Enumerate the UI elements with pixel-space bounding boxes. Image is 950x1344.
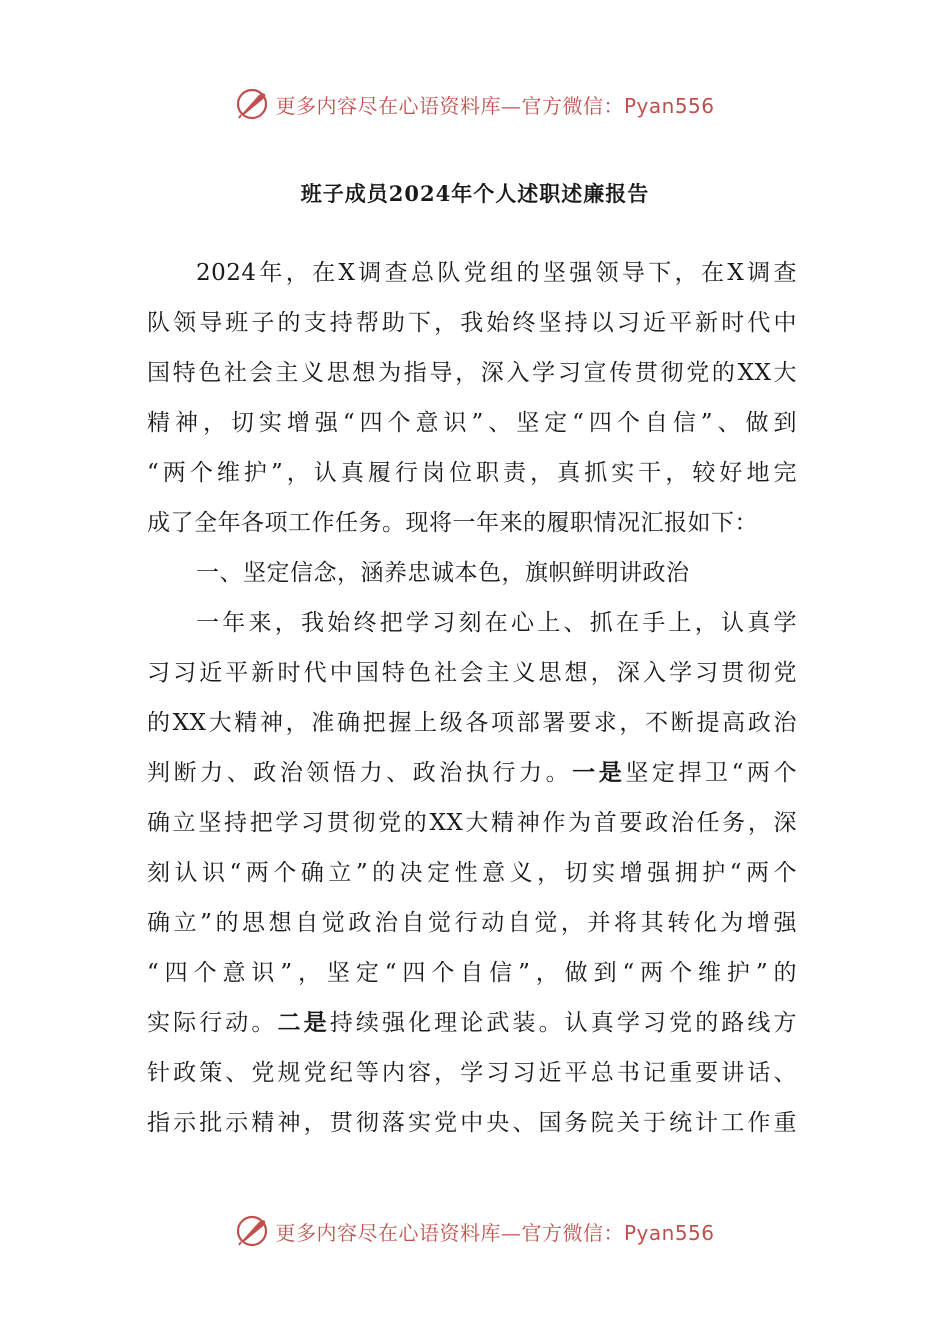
watermark-footer <box>0 1211 950 1251</box>
body-line: 确立”的思想自觉政治自觉行动自觉，并将其转化为增强 <box>147 910 797 936</box>
section-heading: 一、坚定信念，涵养忠诚本色，旗帜鲜明讲政治 <box>196 560 690 586</box>
body-line: 成了全年各项工作任务。现将一年来的履职情况汇报如下： <box>147 510 758 536</box>
body-line: 确立坚持把学习贯彻党的XX大精神作为首要政治任务，深 <box>147 810 797 836</box>
body-line: “四个意识”，坚定“四个自信”，做到“两个维护”的 <box>147 960 797 986</box>
body-line: 2024年，在X调查总队党组的坚强领导下，在X调查 <box>196 260 797 286</box>
body-line: 实际行动。二是持续强化理论武装。认真学习党的路线方 <box>147 1009 798 1036</box>
body-line: 刻认识“两个确立”的决定性意义，切实增强拥护“两个 <box>147 860 797 886</box>
document-title: 班子成员2024年个人述职述廉报告 <box>300 181 650 206</box>
watermark-header <box>0 84 950 124</box>
bold-marker: 一是 <box>572 759 626 786</box>
watermark-text: 更多内容尽在心语资料库—官方微信：Pyan556 <box>275 93 715 118</box>
body-line: 判断力、政治领悟力、政治执行力。一是坚定捍卫“两个 <box>147 759 798 786</box>
body-line: 习习近平新时代中国特色社会主义思想，深入学习贯彻党 <box>147 660 797 686</box>
bold-marker: 二是 <box>277 1009 330 1036</box>
body-line: “两个维护”，认真履行岗位职责，真抓实干，较好地完 <box>147 460 797 486</box>
document-body <box>147 248 797 1148</box>
body-line: 指示批示精神，贯彻落实党中央、国务院关于统计工作重 <box>147 1110 797 1136</box>
quill-pen-logo-icon <box>235 1214 269 1248</box>
body-line: 一年来，我始终把学习刻在心上、抓在手上，认真学 <box>196 610 797 636</box>
body-line: 队领导班子的支持帮助下，我始终坚持以习近平新时代中 <box>147 310 797 336</box>
watermark-text: 更多内容尽在心语资料库—官方微信：Pyan556 <box>275 1220 715 1245</box>
body-line: 的XX大精神，准确把握上级各项部署要求，不断提高政治 <box>147 710 797 736</box>
body-line: 针政策、党规党纪等内容，学习习近平总书记重要讲话、 <box>147 1060 797 1086</box>
quill-pen-logo-icon <box>235 87 269 121</box>
body-line: 精神，切实增强“四个意识”、坚定“四个自信”、做到 <box>147 410 797 436</box>
body-line: 国特色社会主义思想为指导，深入学习宣传贯彻党的XX大 <box>147 360 797 386</box>
